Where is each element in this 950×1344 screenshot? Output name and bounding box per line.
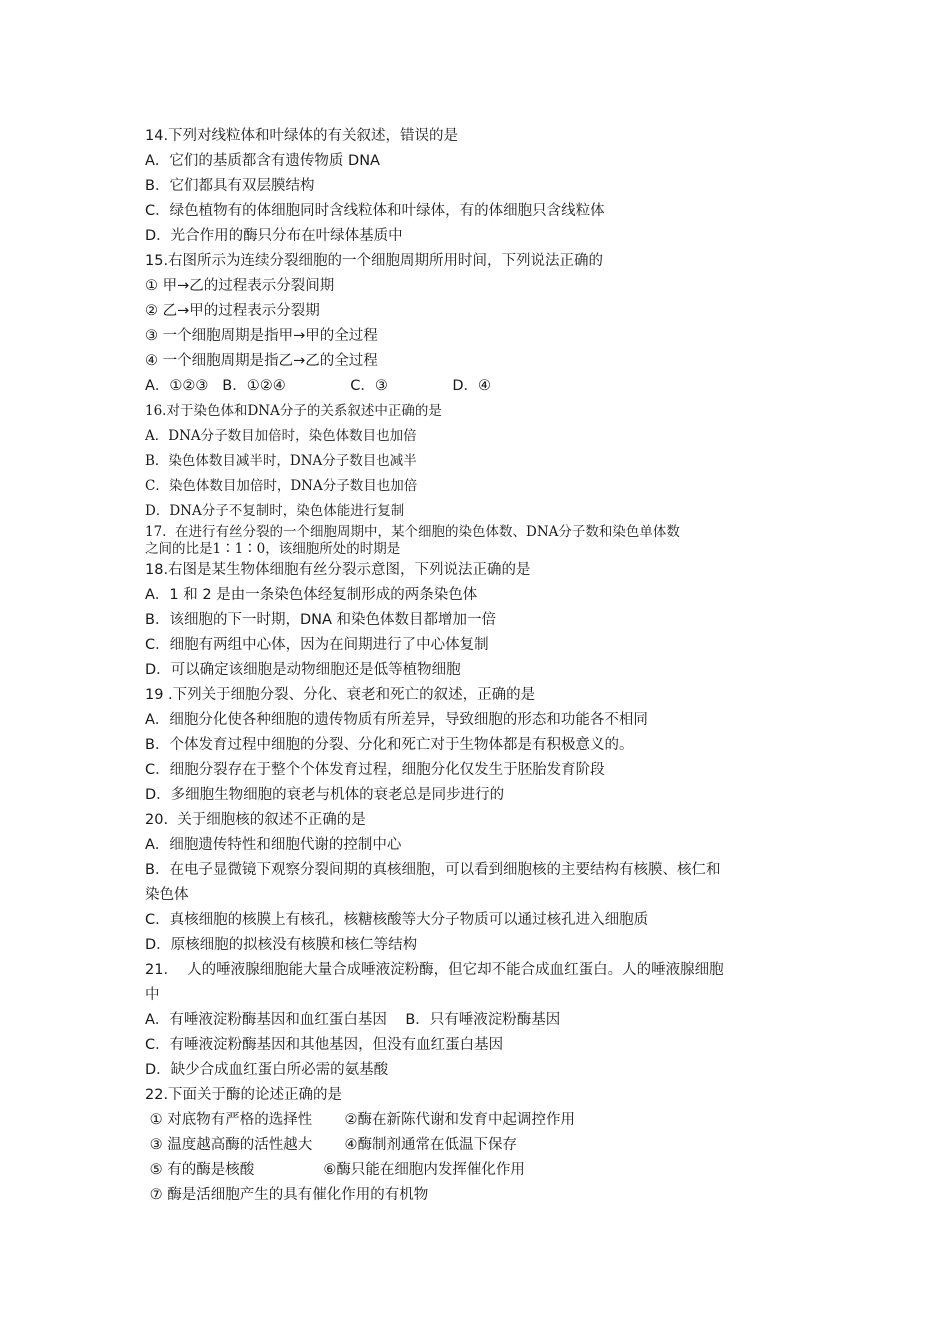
q21-option-d: D．缺少合成血红蛋白所必需的氨基酸 xyxy=(145,1062,389,1078)
q21-option-c: C．有唾液淀粉酶基因和其他基因，但没有血红蛋白基因 xyxy=(145,1037,504,1053)
q19-stem: 19 .下列关于细胞分裂、分化、衰老和死亡的叙述，正确的是 xyxy=(145,687,536,703)
q14-option-b: B．它们都具有双层膜结构 xyxy=(145,178,315,194)
q22-statements-1-2: ① 对底物有严格的选择性 ②酶在新陈代谢和发育中起调控作用 xyxy=(145,1112,575,1128)
q15-options: A．①②③ B．①②④ C．③ D．④ xyxy=(145,378,492,394)
q19-option-a: A．细胞分化使各种细胞的遗传物质有所差异，导致细胞的形态和功能各不相同 xyxy=(145,712,648,728)
q20-option-c: C．真核细胞的核膜上有核孔，核糖核酸等大分子物质可以通过核孔进入细胞质 xyxy=(145,912,649,928)
question-text-block xyxy=(145,124,825,1208)
q15-statement-3: ③ 一个细胞周期是指甲→甲的全过程 xyxy=(145,328,378,344)
q15-statement-4: ④ 一个细胞周期是指乙→乙的全过程 xyxy=(145,353,378,369)
q22-statement-7: ⑦ 酶是活细胞产生的具有催化作用的有机物 xyxy=(145,1187,429,1203)
q20-stem: 20. 关于细胞核的叙述不正确的是 xyxy=(145,812,366,828)
q15-statement-2: ② 乙→甲的过程表示分裂期 xyxy=(145,303,320,319)
q14-option-c: C．绿色植物有的体细胞同时含线粒体和叶绿体，有的体细胞只含线粒体 xyxy=(145,203,605,219)
q18-option-a: A．1 和 2 是由一条染色体经复制形成的两条染色体 xyxy=(145,587,478,603)
q22-statements-3-4: ③ 温度越高酶的活性越大 ④酶制剂通常在低温下保存 xyxy=(145,1137,517,1153)
q15-stem: 15.右图所示为连续分裂细胞的一个细胞周期所用时间，下列说法正确的 xyxy=(145,253,604,269)
q18-stem: 18.右图是某生物体细胞有丝分裂示意图，下列说法正确的是 xyxy=(145,562,531,578)
q16-option-b: B．染色体数目减半时，DNA分子数目也减半 xyxy=(145,453,417,469)
q15-statement-1: ① 甲→乙的过程表示分裂间期 xyxy=(145,278,335,294)
q19-option-d: D．多细胞生物细胞的衰老与机体的衰老总是同步进行的 xyxy=(145,787,505,803)
q20-option-a: A．细胞遗传特性和细胞代谢的控制中心 xyxy=(145,837,402,853)
q16-stem: 16.对于染色体和DNA分子的关系叙述中正确的是 xyxy=(145,403,442,419)
q22-stem: 22.下面关于酶的论述正确的是 xyxy=(145,1087,343,1103)
q20-option-b-line-2: 染色体 xyxy=(145,887,189,903)
q19-option-b: B．个体发育过程中细胞的分裂、分化和死亡对于生物体都是有积极意义的。 xyxy=(145,737,634,753)
q16-option-d: D．DNA分子不复制时，染色体能进行复制 xyxy=(145,503,405,519)
q21-options-ab: A．有唾液淀粉酶基因和血红蛋白基因 B．只有唾液淀粉酶基因 xyxy=(145,1012,561,1028)
q22-statements-5-6: ⑤ 有的酶是核酸 ⑥酶只能在细胞内发挥催化作用 xyxy=(145,1162,525,1178)
q14-option-a: A．它们的基质都含有遗传物质 DNA xyxy=(145,153,380,169)
q17-stem-line-2: 之间的比是1∶1∶0，该细胞所处的时期是 xyxy=(145,541,401,557)
q18-option-d: D．可以确定该细胞是动物细胞还是低等植物细胞 xyxy=(145,662,461,678)
q16-option-c: C．染色体数目加倍时，DNA分子数目也加倍 xyxy=(145,478,418,494)
q20-option-d: D．原核细胞的拟核没有核膜和核仁等结构 xyxy=(145,937,418,953)
q18-option-b: B．该细胞的下一时期，DNA 和染色体数目都增加一倍 xyxy=(145,612,496,628)
q16-option-a: A．DNA分子数目加倍时，染色体数目也加倍 xyxy=(145,428,417,444)
q18-option-c: C．细胞有两组中心体，因为在间期进行了中心体复制 xyxy=(145,637,489,653)
q17-stem-line-1: 17. 在进行有丝分裂的一个细胞周期中，某个细胞的染色体数、DNA分子数和染色单体数 xyxy=(145,524,680,540)
q14-option-d: D．光合作用的酶只分布在叶绿体基质中 xyxy=(145,228,403,244)
q19-option-c: C．细胞分裂存在于整个个体发育过程，细胞分化仅发生于胚胎发育阶段 xyxy=(145,762,605,778)
q21-stem-line-2: 中 xyxy=(145,987,160,1003)
q20-option-b-line-1: B．在电子显微镜下观察分裂间期的真核细胞，可以看到细胞核的主要结构有核膜、核仁和 xyxy=(145,862,721,878)
q21-stem-line-1: 21． 人的唾液腺细胞能大量合成唾液淀粉酶，但它却不能合成血红蛋白。人的唾液腺细胞 xyxy=(145,962,724,978)
q14-stem: 14.下列对线粒体和叶绿体的有关叙述，错误的是 xyxy=(145,128,459,144)
